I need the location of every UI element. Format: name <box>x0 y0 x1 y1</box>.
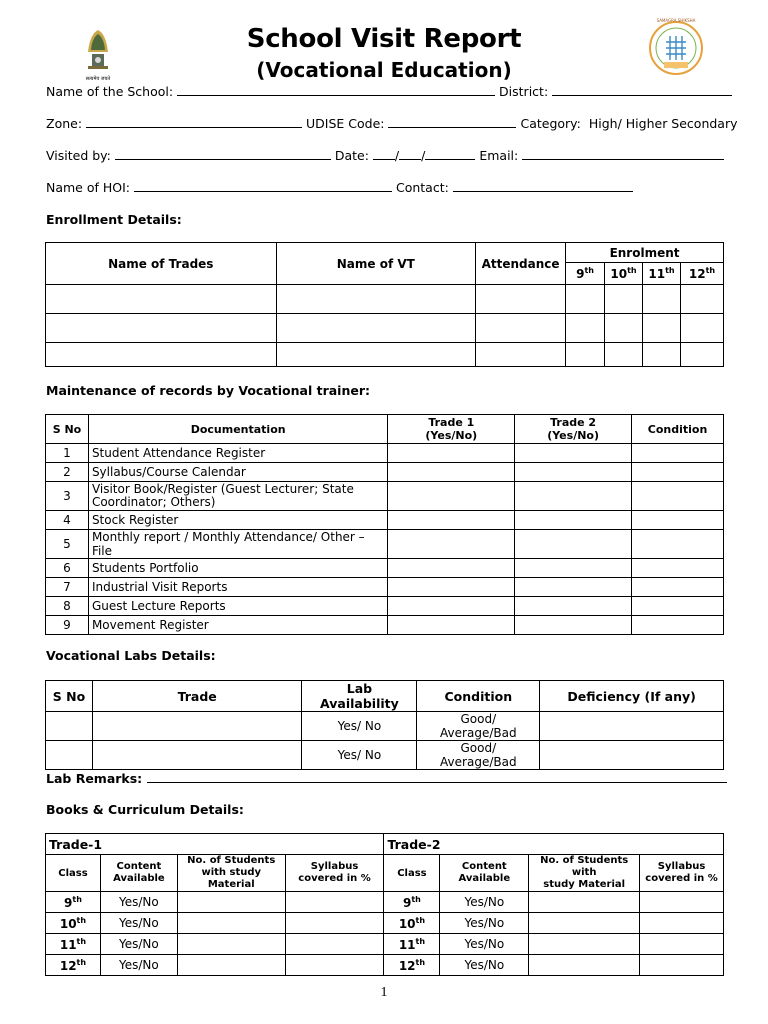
labs-heading: Vocational Labs Details: <box>46 648 216 663</box>
col-syllabus: Syllabus covered in % <box>285 855 384 892</box>
books-heading: Books & Curriculum Details: <box>46 802 244 817</box>
col-condition: Condition <box>632 415 724 444</box>
col-sno: S No <box>46 415 89 444</box>
date-year-field[interactable] <box>425 149 475 160</box>
table-row <box>46 314 724 343</box>
col-sno: S No <box>46 681 93 712</box>
col-vt: Name of VT <box>276 243 476 285</box>
class-10: 10th <box>605 263 643 285</box>
contact-field[interactable] <box>453 181 633 192</box>
hoi-label: Name of HOI: <box>46 180 131 195</box>
col-condition: Condition <box>417 681 540 712</box>
col-class: Class <box>46 855 101 892</box>
col-content: Content Available <box>440 855 529 892</box>
table-row: 6 Students Portfolio <box>46 559 724 578</box>
table-row: 8 Guest Lecture Reports <box>46 597 724 616</box>
table-row: 1 Student Attendance Register <box>46 444 724 463</box>
zone-label: Zone: <box>46 116 83 131</box>
district-field[interactable] <box>552 85 732 96</box>
page-number: 1 <box>380 985 388 1000</box>
zone-line <box>46 116 738 131</box>
table-row: Yes/ No Good/ Average/Bad <box>46 741 724 770</box>
table-row: 2 Syllabus/Course Calendar <box>46 463 724 482</box>
trade2-heading: Trade-2 <box>384 834 724 855</box>
date-sep-1: / <box>394 148 400 163</box>
enrollment-table <box>45 242 724 367</box>
logo-text: SAMAGRA SHIKSHA <box>656 18 696 23</box>
table-row: 3 Visitor Book/Register (Guest Lecturer; State Coordinator; Others) <box>46 482 724 511</box>
visited-by-field[interactable] <box>115 149 331 160</box>
page-title: School Visit Report <box>246 24 522 54</box>
zone-field[interactable] <box>86 117 302 128</box>
col-class: Class <box>384 855 440 892</box>
lab-remarks-field[interactable] <box>147 772 727 783</box>
col-syllabus: Syllabus covered in % <box>640 855 724 892</box>
school-name-label: Name of the School: <box>46 84 174 99</box>
table-row: 11th Yes/No 11th Yes/No <box>46 934 724 955</box>
school-name-field[interactable] <box>177 85 495 96</box>
contact-label: Contact: <box>395 180 449 195</box>
col-lab-availability: Lab Availability <box>302 681 417 712</box>
visit-line <box>46 148 724 163</box>
col-enrolment: Enrolment <box>566 243 724 263</box>
table-row: 12th Yes/No 12th Yes/No <box>46 955 724 976</box>
col-attendance: Attendance <box>476 243 566 285</box>
table-row <box>46 343 724 367</box>
col-trade1: Trade 1 (Yes/No) <box>388 415 515 444</box>
visited-by-label: Visited by: <box>46 148 111 163</box>
district-label: District: <box>499 84 549 99</box>
table-row: Yes/ No Good/ Average/Bad <box>46 712 724 741</box>
col-content: Content Available <box>100 855 177 892</box>
table-row <box>46 285 724 314</box>
col-trade: Trade <box>92 681 302 712</box>
category-value: High/ Higher Secondary <box>588 116 738 131</box>
date-sep-2: / <box>421 148 426 163</box>
date-day-field[interactable] <box>373 149 395 160</box>
table-row: 10th Yes/No 10th Yes/No <box>46 913 724 934</box>
class-12: 12th <box>681 263 724 285</box>
col-documentation: Documentation <box>88 415 387 444</box>
col-students: No. of Students with study Material <box>529 855 640 892</box>
udise-label: UDISE Code: <box>306 116 385 131</box>
books-table <box>45 833 724 976</box>
lab-remarks-line <box>46 771 727 786</box>
records-heading: Maintenance of records by Vocational trainer: <box>46 383 370 398</box>
udise-field[interactable] <box>388 117 516 128</box>
records-table <box>45 414 724 635</box>
labs-table <box>45 680 724 770</box>
col-trades: Name of Trades <box>46 243 277 285</box>
date-label: Date: <box>334 148 369 163</box>
table-row: 7 Industrial Visit Reports <box>46 578 724 597</box>
email-field[interactable] <box>522 149 724 160</box>
trade1-heading: Trade-1 <box>46 834 384 855</box>
email-label: Email: <box>479 148 519 163</box>
hoi-line <box>46 180 633 195</box>
col-deficiency: Deficiency (If any) <box>540 681 724 712</box>
table-row: 5 Monthly report / Monthly Attendance/ Other – File <box>46 530 724 559</box>
class-11: 11th <box>643 263 681 285</box>
emblem-caption: सत्यमेव जयते <box>85 76 111 82</box>
page-subtitle: (Vocational Education) <box>256 58 512 82</box>
category-label: Category: <box>520 116 581 131</box>
col-students: No. of Students with study Material <box>177 855 285 892</box>
school-name-line <box>46 84 732 99</box>
lab-remarks-label: Lab Remarks: <box>46 771 143 786</box>
table-row: 9th Yes/No 9th Yes/No <box>46 892 724 913</box>
class-9: 9th <box>566 263 605 285</box>
hoi-field[interactable] <box>134 181 392 192</box>
table-row: 4 Stock Register <box>46 511 724 530</box>
date-month-field[interactable] <box>399 149 421 160</box>
enrollment-heading: Enrollment Details: <box>46 212 182 227</box>
col-trade2: Trade 2 (Yes/No) <box>515 415 632 444</box>
table-row: 9 Movement Register <box>46 616 724 635</box>
